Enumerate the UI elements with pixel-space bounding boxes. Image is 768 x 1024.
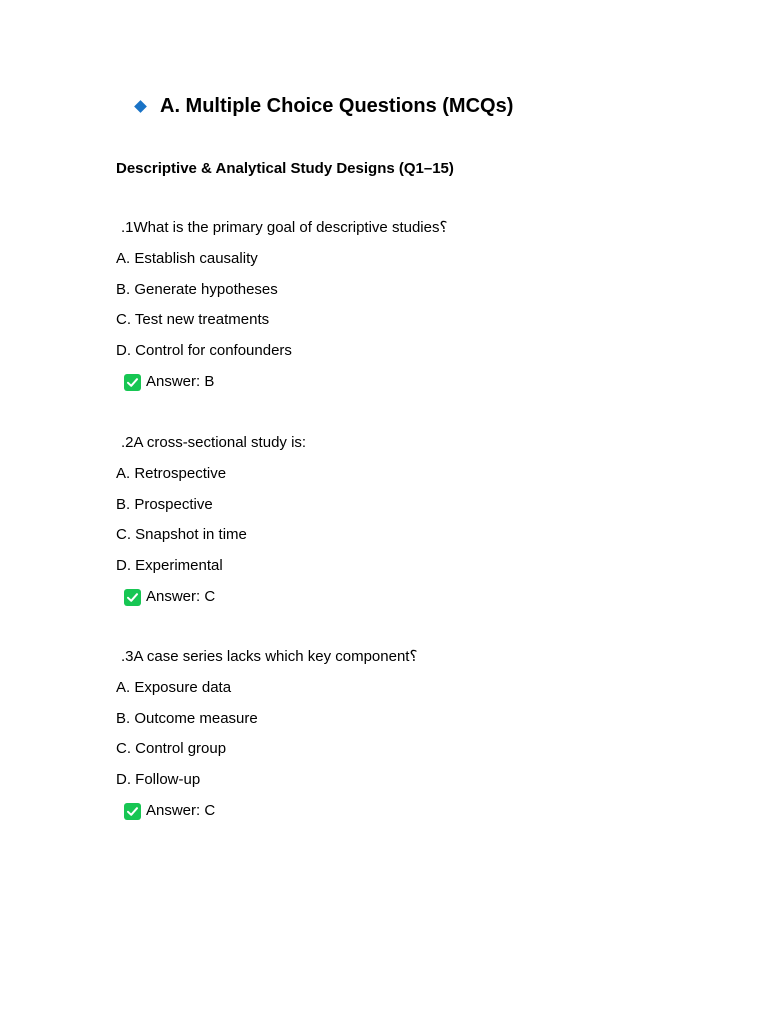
question-title: .3A case series lacks which key component؟ [121,648,418,665]
section-heading-row [134,92,513,120]
check-mark-icon [124,374,141,391]
answer-option: D. Control for confounders [116,341,292,359]
answer-option: B. Prospective [116,495,213,513]
blue-diamond-icon [134,100,147,113]
correct-answer [116,800,676,822]
question-block [116,647,676,822]
answer-label: Answer: C [146,588,216,606]
answer-option: D. Experimental [116,556,223,574]
check-mark-icon [124,589,141,606]
answer-option: B. Generate hypotheses [116,280,278,298]
answer-label: Answer: C [146,802,216,820]
answer-label: Answer: B [146,373,215,391]
question-title: .1What is the primary goal of descriptive studies؟ [121,219,448,236]
check-mark-icon [124,803,141,820]
answer-option: A. Retrospective [116,465,227,482]
correct-answer [116,371,676,393]
subsection-heading: Descriptive & Analytical Study Designs (Q1–15) [116,160,454,177]
question-block [116,218,676,393]
answer-option: D. Follow-up [116,770,201,788]
correct-answer [116,586,676,608]
answer-option: C. Control group [116,740,227,758]
section-heading: A. Multiple Choice Questions (MCQs) [160,94,514,117]
answer-option: C. Test new treatments [116,311,270,329]
question-title: .2A cross-sectional study is: [121,434,307,451]
answer-option: B. Outcome measure [116,709,258,727]
question-block [116,433,676,608]
answer-option: C. Snapshot in time [116,526,247,544]
answer-option: A. Exposure data [116,679,232,696]
answer-option: A. Establish causality [116,250,258,267]
